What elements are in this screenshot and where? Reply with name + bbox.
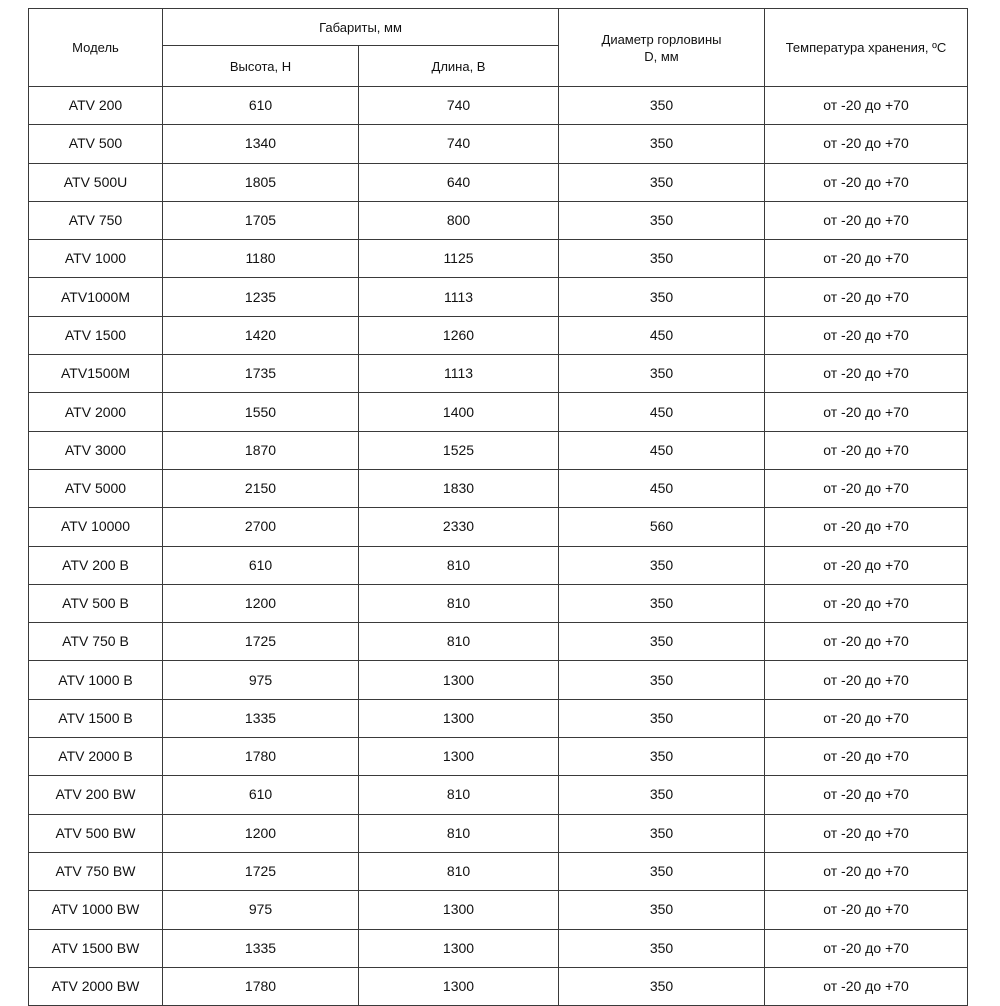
table-row — [29, 469, 968, 507]
cell-model: ATV 500 — [29, 125, 163, 163]
cell-length: 1400 — [359, 393, 559, 431]
cell-length: 1525 — [359, 431, 559, 469]
cell-height: 1420 — [163, 316, 359, 354]
table-row — [29, 431, 968, 469]
cell-length: 810 — [359, 546, 559, 584]
cell-temperature: от -20 до +70 — [765, 278, 968, 316]
table-row — [29, 929, 968, 967]
cell-diameter: 350 — [559, 852, 765, 890]
cell-height: 1780 — [163, 738, 359, 776]
cell-temperature: от -20 до +70 — [765, 87, 968, 125]
table-row — [29, 852, 968, 890]
table-row — [29, 661, 968, 699]
cell-diameter: 350 — [559, 125, 765, 163]
cell-model: ATV 1500 B — [29, 699, 163, 737]
cell-diameter: 350 — [559, 584, 765, 622]
cell-height: 1870 — [163, 431, 359, 469]
cell-temperature: от -20 до +70 — [765, 584, 968, 622]
cell-length: 1300 — [359, 967, 559, 1005]
cell-length: 810 — [359, 814, 559, 852]
header-length: Длина, В — [359, 46, 559, 87]
cell-temperature: от -20 до +70 — [765, 661, 968, 699]
cell-temperature: от -20 до +70 — [765, 699, 968, 737]
cell-length: 1300 — [359, 661, 559, 699]
cell-height: 1200 — [163, 814, 359, 852]
cell-model: ATV 200 B — [29, 546, 163, 584]
cell-diameter: 350 — [559, 967, 765, 1005]
table-row — [29, 163, 968, 201]
header-diameter: Диаметр горловины D, мм — [559, 9, 765, 87]
cell-height: 1235 — [163, 278, 359, 316]
cell-height: 1725 — [163, 852, 359, 890]
cell-length: 810 — [359, 623, 559, 661]
cell-diameter: 350 — [559, 699, 765, 737]
cell-length: 1300 — [359, 699, 559, 737]
cell-length: 800 — [359, 201, 559, 239]
header-height: Высота, Н — [163, 46, 359, 87]
cell-height: 610 — [163, 87, 359, 125]
cell-temperature: от -20 до +70 — [765, 623, 968, 661]
cell-temperature: от -20 до +70 — [765, 776, 968, 814]
cell-height: 2150 — [163, 469, 359, 507]
cell-temperature: от -20 до +70 — [765, 316, 968, 354]
cell-length: 1300 — [359, 929, 559, 967]
cell-model: ATV 1500 BW — [29, 929, 163, 967]
cell-model: ATV 2000 BW — [29, 967, 163, 1005]
table-body — [29, 87, 968, 1006]
cell-model: ATV 2000 — [29, 393, 163, 431]
cell-diameter: 350 — [559, 814, 765, 852]
cell-diameter: 350 — [559, 163, 765, 201]
header-model: Модель — [29, 9, 163, 87]
cell-temperature: от -20 до +70 — [765, 393, 968, 431]
cell-temperature: от -20 до +70 — [765, 163, 968, 201]
cell-length: 1125 — [359, 240, 559, 278]
cell-diameter: 350 — [559, 738, 765, 776]
cell-length: 810 — [359, 776, 559, 814]
cell-model: ATV 1000 B — [29, 661, 163, 699]
table-row — [29, 355, 968, 393]
table-row — [29, 316, 968, 354]
table-row — [29, 776, 968, 814]
cell-diameter: 350 — [559, 87, 765, 125]
cell-diameter: 350 — [559, 929, 765, 967]
cell-height: 1200 — [163, 584, 359, 622]
cell-temperature: от -20 до +70 — [765, 929, 968, 967]
table-row — [29, 546, 968, 584]
cell-temperature: от -20 до +70 — [765, 508, 968, 546]
cell-model: ATV1000M — [29, 278, 163, 316]
cell-length: 2330 — [359, 508, 559, 546]
cell-temperature: от -20 до +70 — [765, 852, 968, 890]
cell-model: ATV 10000 — [29, 508, 163, 546]
cell-length: 740 — [359, 87, 559, 125]
cell-temperature: от -20 до +70 — [765, 355, 968, 393]
cell-temperature: от -20 до +70 — [765, 240, 968, 278]
cell-diameter: 350 — [559, 355, 765, 393]
cell-diameter: 350 — [559, 623, 765, 661]
cell-length: 1113 — [359, 355, 559, 393]
cell-height: 1550 — [163, 393, 359, 431]
cell-height: 610 — [163, 546, 359, 584]
table-row — [29, 814, 968, 852]
cell-temperature: от -20 до +70 — [765, 546, 968, 584]
cell-height: 1335 — [163, 929, 359, 967]
cell-model: ATV 3000 — [29, 431, 163, 469]
cell-length: 1300 — [359, 891, 559, 929]
cell-diameter: 450 — [559, 316, 765, 354]
cell-height: 975 — [163, 891, 359, 929]
cell-height: 610 — [163, 776, 359, 814]
table-row — [29, 201, 968, 239]
cell-temperature: от -20 до +70 — [765, 891, 968, 929]
cell-model: ATV 1000 — [29, 240, 163, 278]
cell-temperature: от -20 до +70 — [765, 814, 968, 852]
cell-model: ATV 200 BW — [29, 776, 163, 814]
table-row — [29, 891, 968, 929]
cell-height: 975 — [163, 661, 359, 699]
cell-length: 1260 — [359, 316, 559, 354]
cell-temperature: от -20 до +70 — [765, 967, 968, 1005]
cell-diameter: 350 — [559, 546, 765, 584]
cell-diameter: 350 — [559, 776, 765, 814]
cell-temperature: от -20 до +70 — [765, 125, 968, 163]
cell-model: ATV 200 — [29, 87, 163, 125]
cell-diameter: 350 — [559, 278, 765, 316]
cell-height: 1780 — [163, 967, 359, 1005]
table-row — [29, 240, 968, 278]
cell-length: 1300 — [359, 738, 559, 776]
cell-model: ATV 500 BW — [29, 814, 163, 852]
cell-model: ATV 500 B — [29, 584, 163, 622]
cell-diameter: 560 — [559, 508, 765, 546]
cell-model: ATV 2000 B — [29, 738, 163, 776]
cell-diameter: 450 — [559, 393, 765, 431]
table-row — [29, 278, 968, 316]
table-row — [29, 623, 968, 661]
cell-length: 810 — [359, 852, 559, 890]
cell-temperature: от -20 до +70 — [765, 431, 968, 469]
cell-temperature: от -20 до +70 — [765, 201, 968, 239]
table-row — [29, 87, 968, 125]
cell-diameter: 450 — [559, 431, 765, 469]
header-temperature: Температура хранения, ºС — [765, 9, 968, 87]
cell-model: ATV 1000 BW — [29, 891, 163, 929]
cell-height: 1805 — [163, 163, 359, 201]
cell-height: 1335 — [163, 699, 359, 737]
cell-height: 1735 — [163, 355, 359, 393]
cell-model: ATV1500M — [29, 355, 163, 393]
cell-model: ATV 750 BW — [29, 852, 163, 890]
cell-length: 1830 — [359, 469, 559, 507]
cell-length: 640 — [359, 163, 559, 201]
table-row — [29, 584, 968, 622]
cell-diameter: 350 — [559, 240, 765, 278]
cell-length: 740 — [359, 125, 559, 163]
cell-height: 1180 — [163, 240, 359, 278]
cell-model: ATV 1500 — [29, 316, 163, 354]
cell-temperature: от -20 до +70 — [765, 469, 968, 507]
cell-diameter: 350 — [559, 201, 765, 239]
table-row — [29, 699, 968, 737]
cell-height: 2700 — [163, 508, 359, 546]
spec-table — [28, 8, 968, 1006]
cell-height: 1705 — [163, 201, 359, 239]
header-dimensions: Габариты, мм — [163, 9, 559, 46]
cell-model: ATV 500U — [29, 163, 163, 201]
table-row — [29, 393, 968, 431]
cell-height: 1340 — [163, 125, 359, 163]
table-row — [29, 508, 968, 546]
cell-temperature: от -20 до +70 — [765, 738, 968, 776]
cell-model: ATV 5000 — [29, 469, 163, 507]
cell-model: ATV 750 B — [29, 623, 163, 661]
cell-diameter: 450 — [559, 469, 765, 507]
table-row — [29, 125, 968, 163]
cell-diameter: 350 — [559, 661, 765, 699]
cell-diameter: 350 — [559, 891, 765, 929]
cell-length: 1113 — [359, 278, 559, 316]
cell-height: 1725 — [163, 623, 359, 661]
table-row — [29, 738, 968, 776]
cell-model: ATV 750 — [29, 201, 163, 239]
cell-length: 810 — [359, 584, 559, 622]
